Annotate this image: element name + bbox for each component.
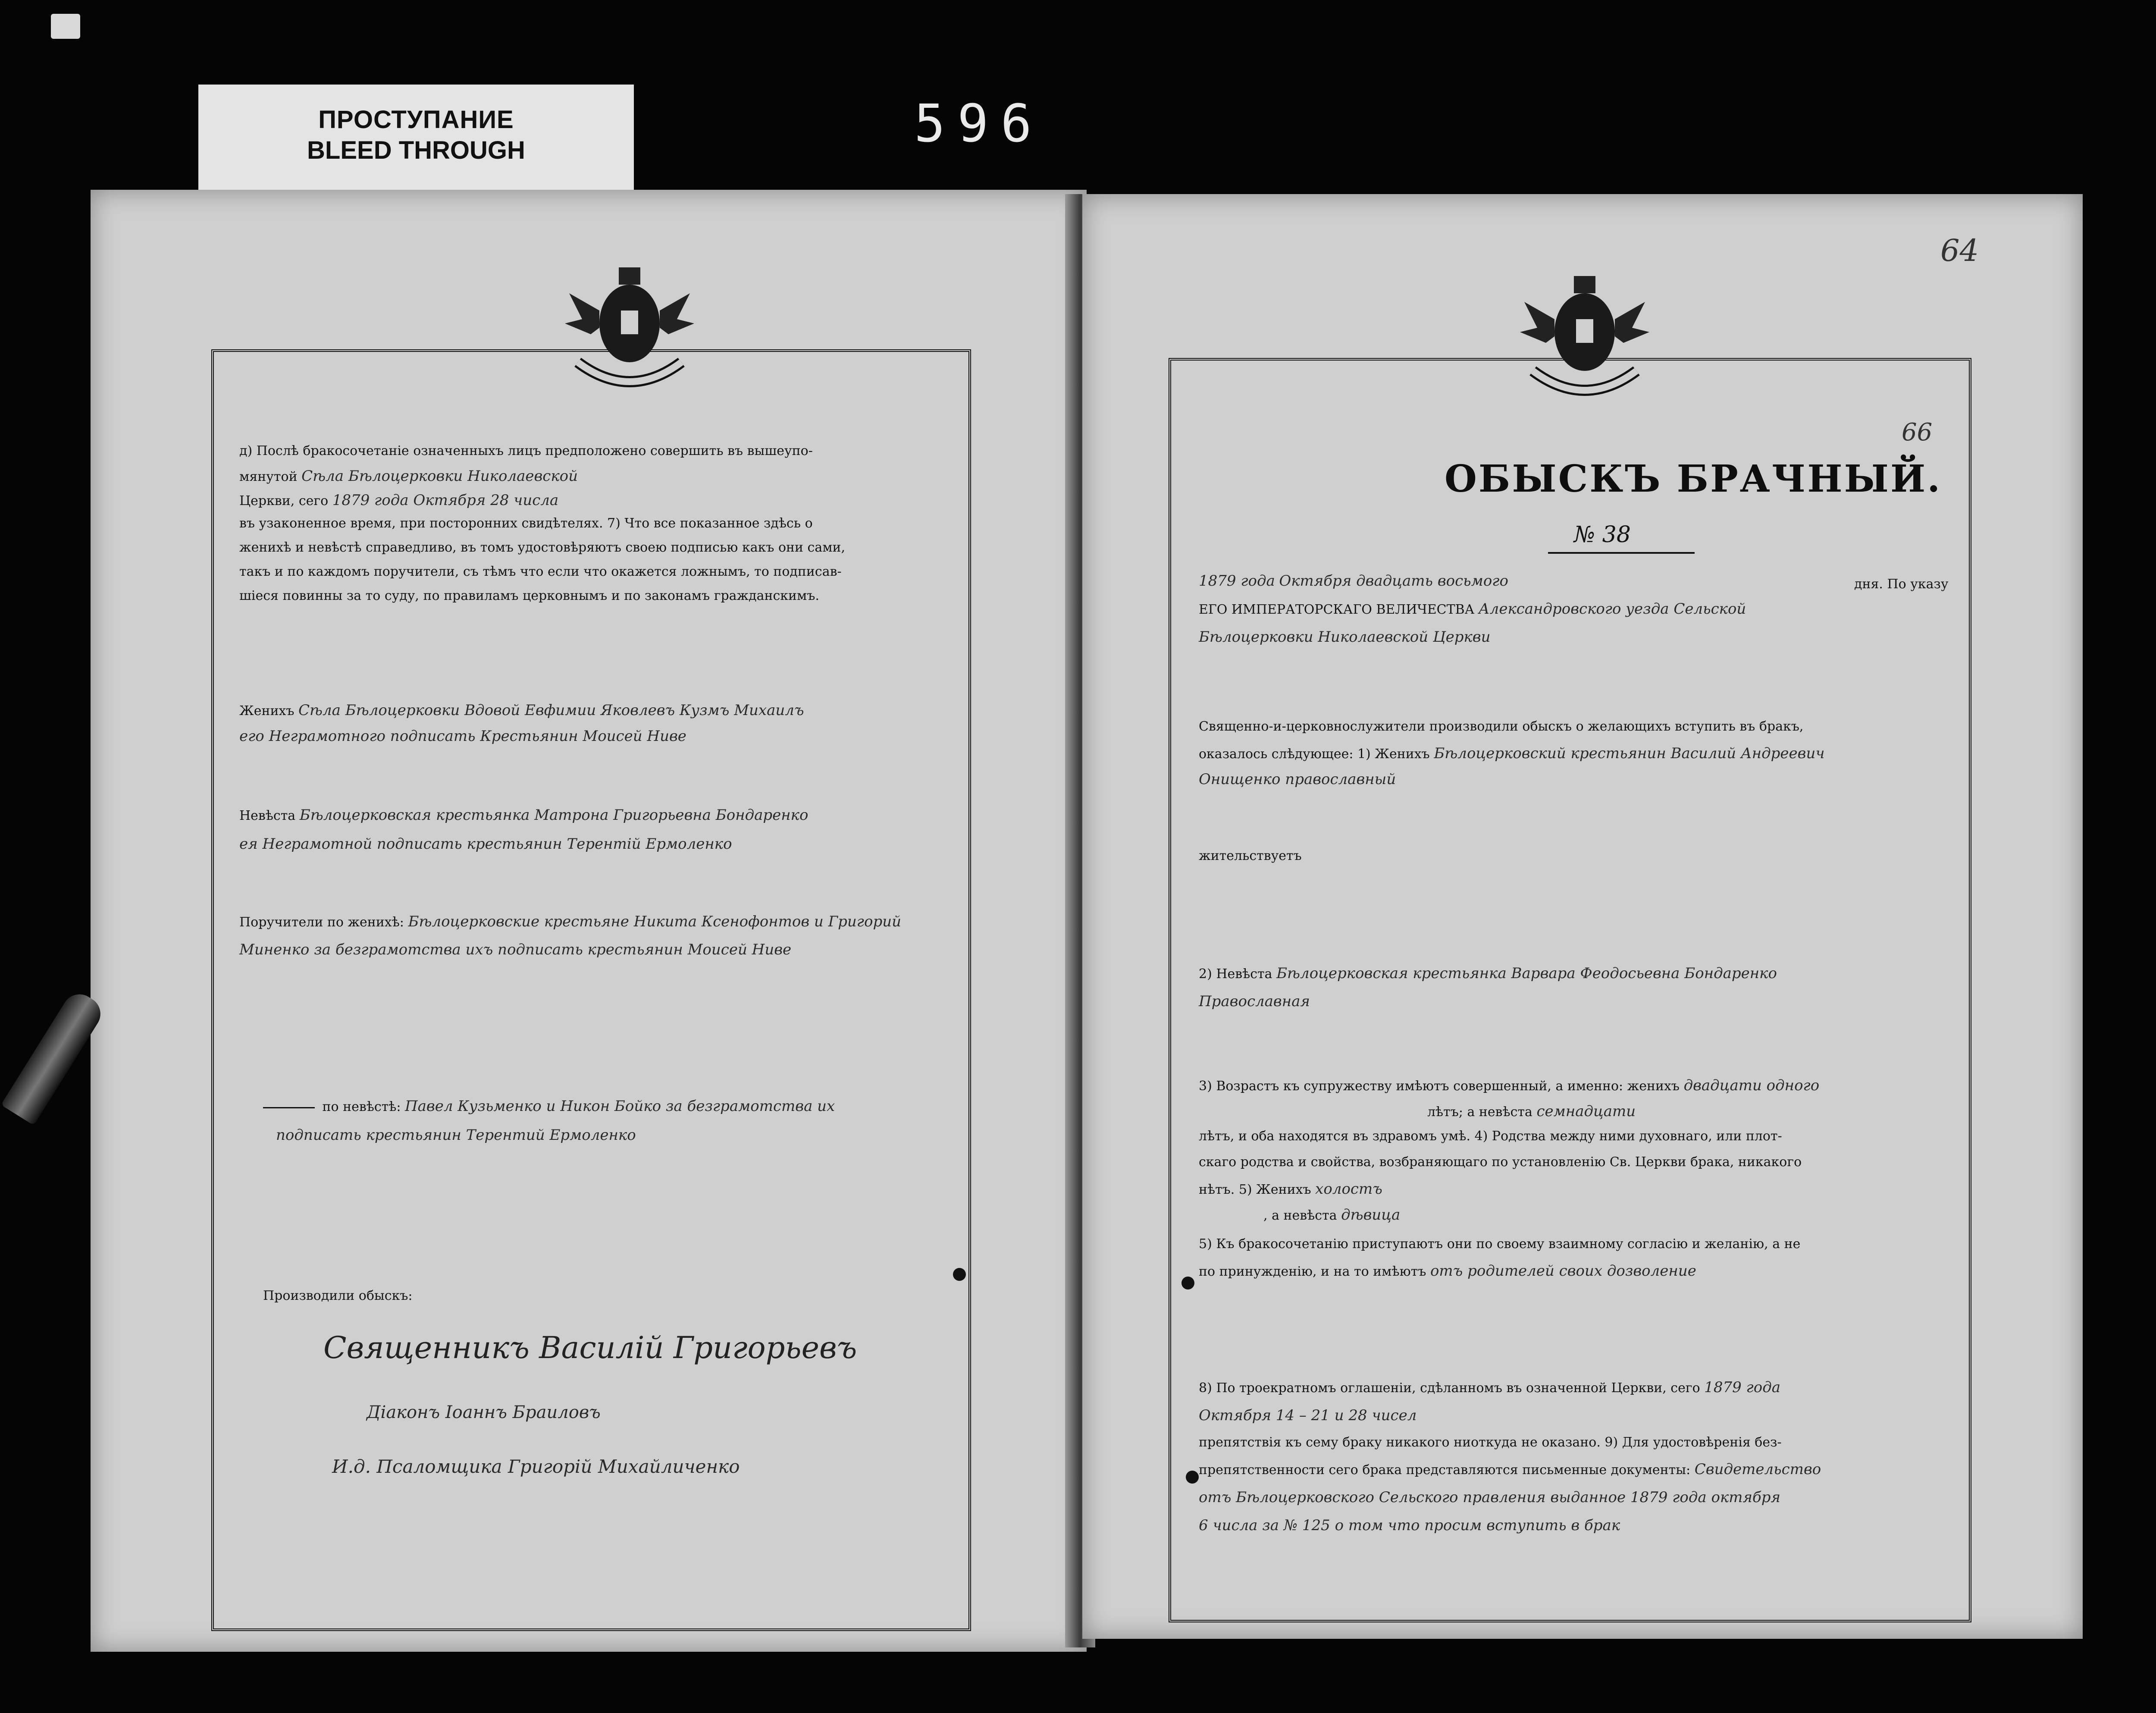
hw-groom-state: холостъ — [1315, 1180, 1382, 1198]
right-bride-label: 2) Невѣста — [1199, 966, 1272, 982]
bleed-label-english: BLEED THROUGH — [307, 136, 525, 164]
age-line3: скаго родства и свойства, возбраняющаго по установленію Св. Церкви брака, никакого — [1199, 1155, 1802, 1170]
age-line1 — [1199, 1078, 1819, 1093]
binding-hole-right-2 — [1186, 1471, 1199, 1484]
left-p1-line7: шіеся повинны за то суду, по правиламъ церковнымъ и по законамъ гражданскимъ. — [239, 588, 820, 603]
surety-groom-hw-line1: Бѣлоцерковские крестьяне Никита Ксенофонтов и Григорий — [408, 913, 902, 930]
banns-print1: 8) По троекратномъ оглашеніи, сдѣланномъ въ означенной Церкви, сего — [1199, 1380, 1700, 1396]
surety-groom-line1 — [239, 914, 901, 929]
consent-line1: 5) Къ бракосочетанію приступаютъ они по своему взаимному согласію и желанію, а не — [1199, 1236, 1801, 1252]
left-p1-line5: женихѣ и невѣстѣ справедливо, въ томъ удостовѣряютъ своею подписью какъ они сами, — [239, 540, 846, 555]
frame-marker — [51, 14, 80, 39]
frame-number: 596 — [914, 94, 1044, 154]
document-number: № 38 — [1574, 522, 1631, 548]
right-page-border — [1169, 358, 1971, 1622]
imperial-eagle-emblem-right — [1507, 267, 1662, 405]
hw-bride-line1: Бѣлоцерковская крестьянка Варвара Феодосьевна Бондаренко — [1276, 965, 1777, 982]
binding-hole-right-1 — [1181, 1277, 1194, 1289]
bleed-label-russian: ПРОСТУПАНИЕ — [318, 106, 514, 134]
hw-age-bride: семнадцати — [1536, 1103, 1636, 1120]
age-line4 — [1199, 1182, 1382, 1196]
folio-number: 64 — [1940, 233, 1979, 268]
surety-groom-hw-line2: Миненко за безграмотства ихъ подписать крестьянин Моисей Ниве — [239, 941, 792, 958]
left-p1-line2-print: мянутой — [239, 469, 298, 484]
hw-groom-line1: Бѣлоцерковский крестьянин Василий Андреевич — [1434, 745, 1825, 762]
document-title: ОБЫСКЪ БРАЧНЫЙ. — [1445, 457, 1942, 501]
signature-deacon: Діаконъ Іоаннъ Браиловъ — [367, 1402, 601, 1422]
surety-bride-hw-line1: Павел Кузьменко и Никон Бойко за безграмотства их — [405, 1098, 835, 1115]
age-print4: нѣтъ. 5) Женихъ — [1199, 1182, 1311, 1197]
bride-state-label: , а невѣста — [1263, 1208, 1337, 1223]
age-years-print: лѣтъ; а невѣста — [1427, 1104, 1532, 1120]
age-print1: 3) Возрастъ къ супружеству имѣютъ совершенный, а именно: женихъ — [1199, 1079, 1680, 1094]
age-years-line — [1427, 1104, 1636, 1119]
hw-church: Бѣлоцерковки Николаевской Церкви — [1199, 628, 1491, 646]
hw-age-groom: двадцати одного — [1683, 1077, 1820, 1094]
bride-label: Невѣста — [239, 808, 296, 823]
consent-line2 — [1199, 1264, 1696, 1278]
performed-by-label: Производили обыскъ: — [263, 1288, 413, 1303]
title-underline — [1548, 552, 1695, 554]
bride-state-line — [1263, 1208, 1400, 1222]
groom-hw-line2: его Неграмотного подписать Крестьянин Моисей Ниве — [239, 728, 686, 745]
right-line-year — [1199, 574, 1508, 588]
groom-label: Женихъ — [239, 703, 295, 718]
consent-print2: по принужденію, и на то имѣютъ — [1199, 1264, 1426, 1279]
banns-line2: препятствія къ сему браку никакого ниоткуда не оказано. 9) Для удостовѣренія без- — [1199, 1435, 1782, 1450]
hw-docs2: отъ Бѣлоцерковского Сельского правления выданное 1879 года октября — [1199, 1489, 1781, 1506]
left-hw-date: 1879 года Октября 28 числа — [332, 492, 559, 509]
age-line2: лѣтъ, и оба находятся въ здравомъ умѣ. 4) Родства между ними духовнаго, или плот- — [1199, 1129, 1782, 1144]
bleed-through-label — [198, 85, 634, 192]
clergy-line: Священно-и-церковнослужители производили обыскъ о желающихъ вступить въ бракъ, — [1199, 719, 1804, 734]
bride-hw-line1: Бѣлоцерковская крестьянка Матрона Григорьевна Бондаренко — [299, 806, 808, 824]
banns-line1 — [1199, 1380, 1780, 1395]
surety-bride-line1 — [263, 1099, 835, 1114]
found-print: оказалось слѣдующее: 1) Женихъ — [1199, 747, 1430, 762]
binding-hole — [953, 1268, 966, 1281]
imperial-eagle-emblem — [552, 259, 707, 397]
left-hw-church-name: Сѣла Бѣлоцерковки Николаевской — [301, 467, 578, 485]
majesty-print: ЕГО ИМПЕРАТОРСКАГО ВЕЛИЧЕСТВА — [1199, 602, 1475, 617]
hw-banns-dates: Октября 14 – 21 и 28 чисел — [1199, 1407, 1417, 1424]
groom-hw-line1: Сѣла Бѣлоцерковки Вдовой Евфимии Яковлевъ Кузмъ Михаилъ — [298, 702, 804, 719]
hw-docs1: Свидетельство — [1694, 1461, 1821, 1478]
left-p1-line3-print: Церкви, сего — [239, 493, 329, 508]
left-p1-line1: д) Послѣ бракосочетаніе означенныхъ лицъ предположено совершить въ вышеупо- — [239, 443, 813, 458]
signature-priest: Священникъ Василій Григорьевъ — [323, 1330, 857, 1365]
left-page — [91, 190, 1087, 1652]
right-line-majesty — [1199, 602, 1746, 616]
left-p1-line4: въ узаконенное время, при посторонних свидѣтелях. 7) Что все показанное здѣсь о — [239, 516, 813, 531]
hw-consent: отъ родителей своих дозволение — [1430, 1262, 1696, 1280]
hw-groom-line2: Онищенко православный — [1199, 771, 1396, 788]
surety-groom-label: Поручители по женихѣ: — [239, 915, 404, 930]
bride-line1 — [239, 808, 808, 822]
living-label: жительствуетъ — [1199, 848, 1302, 863]
surety-bride-label: по невѣстѣ: — [322, 1099, 401, 1114]
surety-bride-hw-line2: подписать крестьянин Терентий Ермоленко — [276, 1126, 636, 1144]
hw-bride-state: дѣвица — [1341, 1206, 1401, 1224]
banns-print3: препятственности сего брака представляются письменные документы: — [1199, 1462, 1691, 1478]
groom-line1 — [239, 703, 804, 718]
hw-date: Октября двадцать восьмого — [1279, 572, 1508, 590]
found-line — [1199, 746, 1825, 761]
right-line-day: дня. По указу — [1854, 577, 1949, 592]
left-p1-line2 — [239, 469, 578, 483]
hw-docs3: 6 числа за № 125 о том что просим вступить в брак — [1199, 1517, 1620, 1534]
left-p1-line6: такъ и по каждомъ поручители, съ тѣмъ что если что окажется ложнымъ, то подписав- — [239, 564, 842, 579]
banns-line3 — [1199, 1462, 1821, 1477]
hw-district: Александровского уезда Сельской — [1478, 600, 1746, 618]
year-print: 1879 года — [1199, 572, 1275, 590]
right-page — [1082, 194, 2083, 1639]
record-mark: 66 — [1902, 418, 1933, 446]
signature-psalmist: И.д. Псаломщика Григорій Михайличенко — [332, 1456, 740, 1477]
left-p1-line3 — [239, 493, 558, 508]
hw-bride-line2: Православная — [1199, 993, 1310, 1010]
right-bride-line1 — [1199, 966, 1777, 981]
bride-hw-line2: ея Неграмотной подписать крестьянин Терентій Ермоленко — [239, 835, 732, 853]
hw-banns-year: 1879 года — [1704, 1379, 1781, 1396]
